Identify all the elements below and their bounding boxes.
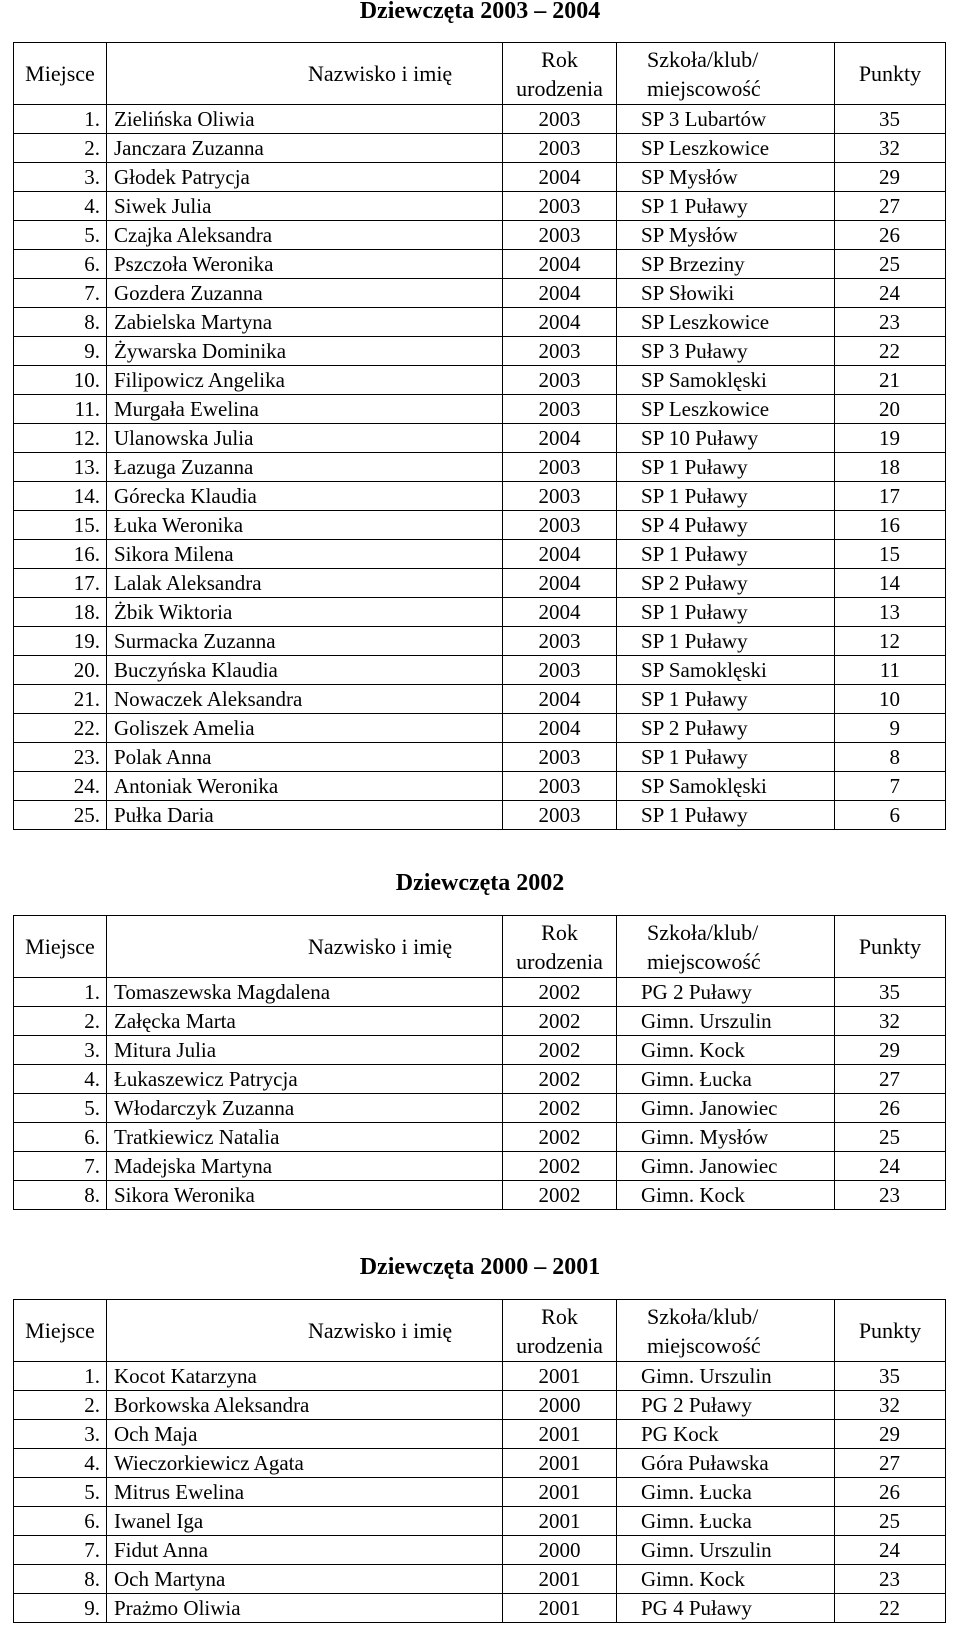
table-header-row <box>14 43 946 105</box>
cell-points: 19 <box>835 424 946 453</box>
cell-place: 8. <box>14 1181 107 1210</box>
cell-name: Prażmo Oliwia <box>107 1594 503 1623</box>
cell-points: 11 <box>835 656 946 685</box>
cell-place: 16. <box>14 540 107 569</box>
cell-place: 6. <box>14 1123 107 1152</box>
table-row <box>14 221 946 250</box>
cell-year: 2002 <box>503 978 617 1007</box>
cell-year: 2003 <box>503 511 617 540</box>
cell-name: Sikora Milena <box>107 540 503 569</box>
cell-place: 8. <box>14 1565 107 1594</box>
cell-points: 26 <box>835 221 946 250</box>
table-row <box>14 395 946 424</box>
cell-name: Żywarska Dominika <box>107 337 503 366</box>
table-row <box>14 1420 946 1449</box>
cell-year: 2004 <box>503 598 617 627</box>
cell-points: 27 <box>835 1065 946 1094</box>
cell-name: Murgała Ewelina <box>107 395 503 424</box>
cell-year: 2003 <box>503 772 617 801</box>
table-row <box>14 1123 946 1152</box>
cell-place: 22. <box>14 714 107 743</box>
cell-school: Gimn. Janowiec <box>617 1094 835 1123</box>
cell-school: SP 1 Puławy <box>617 540 835 569</box>
cell-school: SP Samoklęski <box>617 656 835 685</box>
cell-points: 25 <box>835 250 946 279</box>
cell-year: 2003 <box>503 743 617 772</box>
cell-name: Madejska Martyna <box>107 1152 503 1181</box>
section-title: Dziewczęta 2000 – 2001 <box>359 1254 601 1280</box>
cell-school: SP Samoklęski <box>617 772 835 801</box>
cell-place: 17. <box>14 569 107 598</box>
cell-name: Gozdera Zuzanna <box>107 279 503 308</box>
cell-name: Mitura Julia <box>107 1036 503 1065</box>
cell-points: 29 <box>835 1420 946 1449</box>
cell-school: Gimn. Kock <box>617 1181 835 1210</box>
column-header-year: Rok urodzenia <box>503 916 617 978</box>
cell-name: Włodarczyk Zuzanna <box>107 1094 503 1123</box>
cell-name: Głodek Patrycja <box>107 163 503 192</box>
cell-school: Gimn. Urszulin <box>617 1007 835 1036</box>
cell-school: Gimn. Kock <box>617 1565 835 1594</box>
cell-place: 6. <box>14 250 107 279</box>
cell-place: 8. <box>14 308 107 337</box>
cell-year: 2003 <box>503 482 617 511</box>
cell-year: 2002 <box>503 1181 617 1210</box>
cell-place: 7. <box>14 1152 107 1181</box>
cell-points: 27 <box>835 192 946 221</box>
cell-name: Łazuga Zuzanna <box>107 453 503 482</box>
column-header-points: Punkty <box>835 1300 946 1362</box>
cell-place: 25. <box>14 801 107 830</box>
cell-points: 24 <box>835 279 946 308</box>
cell-points: 18 <box>835 453 946 482</box>
cell-year: 2004 <box>503 308 617 337</box>
cell-school: SP 1 Puławy <box>617 685 835 714</box>
cell-name: Sikora Weronika <box>107 1181 503 1210</box>
table-row <box>14 134 946 163</box>
cell-place: 15. <box>14 511 107 540</box>
cell-name: Łukaszewicz Patrycja <box>107 1065 503 1094</box>
cell-points: 24 <box>835 1152 946 1181</box>
table-row <box>14 337 946 366</box>
cell-name: Fidut Anna <box>107 1536 503 1565</box>
table-row <box>14 685 946 714</box>
cell-year: 2002 <box>503 1065 617 1094</box>
cell-points: 17 <box>835 482 946 511</box>
cell-year: 2004 <box>503 714 617 743</box>
cell-year: 2002 <box>503 1123 617 1152</box>
cell-points: 14 <box>835 569 946 598</box>
cell-school: SP 1 Puławy <box>617 743 835 772</box>
cell-year: 2003 <box>503 105 617 134</box>
cell-year: 2001 <box>503 1594 617 1623</box>
table-body <box>14 978 946 1210</box>
cell-year: 2003 <box>503 395 617 424</box>
cell-points: 16 <box>835 511 946 540</box>
cell-place: 10. <box>14 366 107 395</box>
cell-points: 21 <box>835 366 946 395</box>
column-header-place: Miejsce <box>14 1300 107 1362</box>
cell-school: PG 2 Puławy <box>617 978 835 1007</box>
cell-name: Filipowicz Angelika <box>107 366 503 395</box>
cell-school: Gimn. Mysłów <box>617 1123 835 1152</box>
cell-points: 10 <box>835 685 946 714</box>
cell-year: 2003 <box>503 656 617 685</box>
cell-place: 19. <box>14 627 107 656</box>
cell-year: 2003 <box>503 221 617 250</box>
cell-place: 14. <box>14 482 107 511</box>
table-row <box>14 511 946 540</box>
cell-name: Pszczoła Weronika <box>107 250 503 279</box>
cell-school: Gimn. Łucka <box>617 1065 835 1094</box>
table-row <box>14 1507 946 1536</box>
cell-school: SP Leszkowice <box>617 395 835 424</box>
cell-place: 1. <box>14 105 107 134</box>
cell-place: 23. <box>14 743 107 772</box>
cell-year: 2003 <box>503 627 617 656</box>
cell-name: Zielińska Oliwia <box>107 105 503 134</box>
cell-school: Góra Puławska <box>617 1449 835 1478</box>
cell-school: SP Brzeziny <box>617 250 835 279</box>
cell-points: 27 <box>835 1449 946 1478</box>
cell-name: Nowaczek Aleksandra <box>107 685 503 714</box>
cell-year: 2002 <box>503 1094 617 1123</box>
cell-place: 4. <box>14 1449 107 1478</box>
table-row <box>14 569 946 598</box>
column-header-year: Rok urodzenia <box>503 1300 617 1362</box>
cell-school: Gimn. Urszulin <box>617 1362 835 1391</box>
cell-points: 15 <box>835 540 946 569</box>
cell-name: Górecka Klaudia <box>107 482 503 511</box>
cell-points: 23 <box>835 1181 946 1210</box>
cell-points: 29 <box>835 1036 946 1065</box>
column-header-points: Punkty <box>835 43 946 105</box>
cell-name: Polak Anna <box>107 743 503 772</box>
cell-place: 4. <box>14 192 107 221</box>
cell-place: 20. <box>14 656 107 685</box>
cell-name: Pułka Daria <box>107 801 503 830</box>
cell-year: 2002 <box>503 1007 617 1036</box>
section-title: Dziewczęta 2002 <box>395 870 565 896</box>
cell-school: PG 2 Puławy <box>617 1391 835 1420</box>
cell-points: 6 <box>835 801 946 830</box>
table-header-row <box>14 1300 946 1362</box>
cell-place: 9. <box>14 337 107 366</box>
cell-place: 5. <box>14 1094 107 1123</box>
cell-year: 2003 <box>503 192 617 221</box>
cell-name: Och Maja <box>107 1420 503 1449</box>
cell-name: Borkowska Aleksandra <box>107 1391 503 1420</box>
table-row <box>14 656 946 685</box>
cell-school: SP Samoklęski <box>617 366 835 395</box>
section-title: Dziewczęta 2003 – 2004 <box>359 0 601 24</box>
cell-school: SP 1 Puławy <box>617 627 835 656</box>
cell-year: 2004 <box>503 540 617 569</box>
cell-points: 35 <box>835 978 946 1007</box>
cell-school: Gimn. Urszulin <box>617 1536 835 1565</box>
cell-school: SP 4 Puławy <box>617 511 835 540</box>
cell-year: 2001 <box>503 1507 617 1536</box>
results-table <box>13 915 946 1210</box>
cell-place: 9. <box>14 1594 107 1623</box>
cell-place: 3. <box>14 163 107 192</box>
cell-place: 1. <box>14 978 107 1007</box>
table-row <box>14 598 946 627</box>
table-row <box>14 801 946 830</box>
cell-school: Gimn. Kock <box>617 1036 835 1065</box>
table-row <box>14 1391 946 1420</box>
cell-place: 4. <box>14 1065 107 1094</box>
cell-school: SP Mysłów <box>617 163 835 192</box>
cell-school: SP 3 Puławy <box>617 337 835 366</box>
cell-points: 32 <box>835 134 946 163</box>
column-header-place: Miejsce <box>14 43 107 105</box>
cell-name: Czajka Aleksandra <box>107 221 503 250</box>
cell-name: Antoniak Weronika <box>107 772 503 801</box>
cell-place: 7. <box>14 279 107 308</box>
cell-name: Och Martyna <box>107 1565 503 1594</box>
cell-school: SP 3 Lubartów <box>617 105 835 134</box>
cell-points: 29 <box>835 163 946 192</box>
cell-points: 23 <box>835 308 946 337</box>
table-row <box>14 1594 946 1623</box>
cell-year: 2002 <box>503 1152 617 1181</box>
cell-school: SP Leszkowice <box>617 134 835 163</box>
cell-place: 2. <box>14 134 107 163</box>
cell-school: SP 10 Puławy <box>617 424 835 453</box>
cell-points: 32 <box>835 1391 946 1420</box>
table-row <box>14 1536 946 1565</box>
cell-school: SP 1 Puławy <box>617 453 835 482</box>
cell-year: 2001 <box>503 1449 617 1478</box>
cell-year: 2003 <box>503 801 617 830</box>
table-row <box>14 105 946 134</box>
cell-year: 2001 <box>503 1565 617 1594</box>
cell-school: SP 1 Puławy <box>617 482 835 511</box>
cell-year: 2004 <box>503 569 617 598</box>
cell-place: 1. <box>14 1362 107 1391</box>
table-row <box>14 1362 946 1391</box>
cell-name: Lalak Aleksandra <box>107 569 503 598</box>
cell-points: 20 <box>835 395 946 424</box>
table-row <box>14 1036 946 1065</box>
table-header-row <box>14 916 946 978</box>
cell-name: Mitrus Ewelina <box>107 1478 503 1507</box>
cell-place: 18. <box>14 598 107 627</box>
table-row <box>14 714 946 743</box>
cell-name: Tratkiewicz Natalia <box>107 1123 503 1152</box>
cell-year: 2004 <box>503 163 617 192</box>
cell-school: SP Mysłów <box>617 221 835 250</box>
cell-school: SP 2 Puławy <box>617 569 835 598</box>
table-row <box>14 453 946 482</box>
cell-points: 35 <box>835 105 946 134</box>
cell-points: 8 <box>835 743 946 772</box>
cell-year: 2003 <box>503 337 617 366</box>
cell-name: Zabielska Martyna <box>107 308 503 337</box>
column-header-year: Rok urodzenia <box>503 43 617 105</box>
cell-year: 2001 <box>503 1420 617 1449</box>
cell-school: Gimn. Łucka <box>617 1478 835 1507</box>
cell-points: 26 <box>835 1478 946 1507</box>
table-row <box>14 163 946 192</box>
cell-points: 25 <box>835 1507 946 1536</box>
results-table <box>13 42 946 830</box>
cell-place: 13. <box>14 453 107 482</box>
cell-place: 21. <box>14 685 107 714</box>
cell-place: 5. <box>14 1478 107 1507</box>
cell-year: 2004 <box>503 250 617 279</box>
table-row <box>14 1449 946 1478</box>
cell-year: 2001 <box>503 1478 617 1507</box>
table-row <box>14 1152 946 1181</box>
results-table <box>13 1299 946 1623</box>
cell-points: 22 <box>835 337 946 366</box>
cell-name: Iwanel Iga <box>107 1507 503 1536</box>
cell-name: Janczara Zuzanna <box>107 134 503 163</box>
cell-year: 2003 <box>503 134 617 163</box>
table-row <box>14 482 946 511</box>
cell-name: Żbik Wiktoria <box>107 598 503 627</box>
table-row <box>14 1565 946 1594</box>
cell-points: 13 <box>835 598 946 627</box>
cell-school: Gimn. Janowiec <box>617 1152 835 1181</box>
cell-school: PG 4 Puławy <box>617 1594 835 1623</box>
cell-name: Goliszek Amelia <box>107 714 503 743</box>
table-row <box>14 540 946 569</box>
column-header-school: Szkoła/klub/ miejscowość <box>617 43 835 105</box>
cell-points: 25 <box>835 1123 946 1152</box>
table-body <box>14 1362 946 1623</box>
cell-school: SP Słowiki <box>617 279 835 308</box>
cell-name: Załęcka Marta <box>107 1007 503 1036</box>
cell-points: 26 <box>835 1094 946 1123</box>
cell-year: 2004 <box>503 279 617 308</box>
cell-year: 2002 <box>503 1036 617 1065</box>
cell-school: SP 1 Puławy <box>617 598 835 627</box>
cell-year: 2004 <box>503 424 617 453</box>
cell-points: 7 <box>835 772 946 801</box>
cell-points: 23 <box>835 1565 946 1594</box>
cell-school: Gimn. Łucka <box>617 1507 835 1536</box>
table-row <box>14 424 946 453</box>
cell-year: 2001 <box>503 1362 617 1391</box>
column-header-school: Szkoła/klub/ miejscowość <box>617 916 835 978</box>
cell-points: 12 <box>835 627 946 656</box>
table-row <box>14 1094 946 1123</box>
cell-year: 2000 <box>503 1536 617 1565</box>
table-row <box>14 366 946 395</box>
cell-year: 2004 <box>503 685 617 714</box>
cell-name: Buczyńska Klaudia <box>107 656 503 685</box>
cell-school: SP 1 Puławy <box>617 192 835 221</box>
table-body <box>14 105 946 830</box>
column-header-name: Nazwisko i imię <box>107 43 503 105</box>
table-row <box>14 743 946 772</box>
column-header-school: Szkoła/klub/ miejscowość <box>617 1300 835 1362</box>
table-row <box>14 250 946 279</box>
column-header-name: Nazwisko i imię <box>107 1300 503 1362</box>
cell-name: Kocot Katarzyna <box>107 1362 503 1391</box>
cell-year: 2003 <box>503 366 617 395</box>
cell-year: 2000 <box>503 1391 617 1420</box>
cell-points: 22 <box>835 1594 946 1623</box>
table-row <box>14 279 946 308</box>
cell-school: PG Kock <box>617 1420 835 1449</box>
cell-points: 32 <box>835 1007 946 1036</box>
cell-name: Łuka Weronika <box>107 511 503 540</box>
column-header-name: Nazwisko i imię <box>107 916 503 978</box>
cell-school: SP 1 Puławy <box>617 801 835 830</box>
cell-school: SP 2 Puławy <box>617 714 835 743</box>
cell-name: Tomaszewska Magdalena <box>107 978 503 1007</box>
cell-place: 11. <box>14 395 107 424</box>
cell-points: 24 <box>835 1536 946 1565</box>
table-row <box>14 1065 946 1094</box>
cell-name: Wieczorkiewicz Agata <box>107 1449 503 1478</box>
table-row <box>14 772 946 801</box>
table-row <box>14 1181 946 1210</box>
cell-school: SP Leszkowice <box>617 308 835 337</box>
cell-name: Siwek Julia <box>107 192 503 221</box>
cell-points: 35 <box>835 1362 946 1391</box>
column-header-points: Punkty <box>835 916 946 978</box>
table-row <box>14 627 946 656</box>
cell-name: Surmacka Zuzanna <box>107 627 503 656</box>
cell-points: 9 <box>835 714 946 743</box>
cell-place: 5. <box>14 221 107 250</box>
cell-place: 3. <box>14 1420 107 1449</box>
cell-place: 2. <box>14 1007 107 1036</box>
column-header-place: Miejsce <box>14 916 107 978</box>
cell-year: 2003 <box>503 453 617 482</box>
cell-place: 24. <box>14 772 107 801</box>
table-row <box>14 308 946 337</box>
cell-place: 3. <box>14 1036 107 1065</box>
table-row <box>14 1478 946 1507</box>
cell-place: 12. <box>14 424 107 453</box>
cell-name: Ulanowska Julia <box>107 424 503 453</box>
table-row <box>14 978 946 1007</box>
cell-place: 7. <box>14 1536 107 1565</box>
table-row <box>14 192 946 221</box>
cell-place: 6. <box>14 1507 107 1536</box>
cell-place: 2. <box>14 1391 107 1420</box>
table-row <box>14 1007 946 1036</box>
